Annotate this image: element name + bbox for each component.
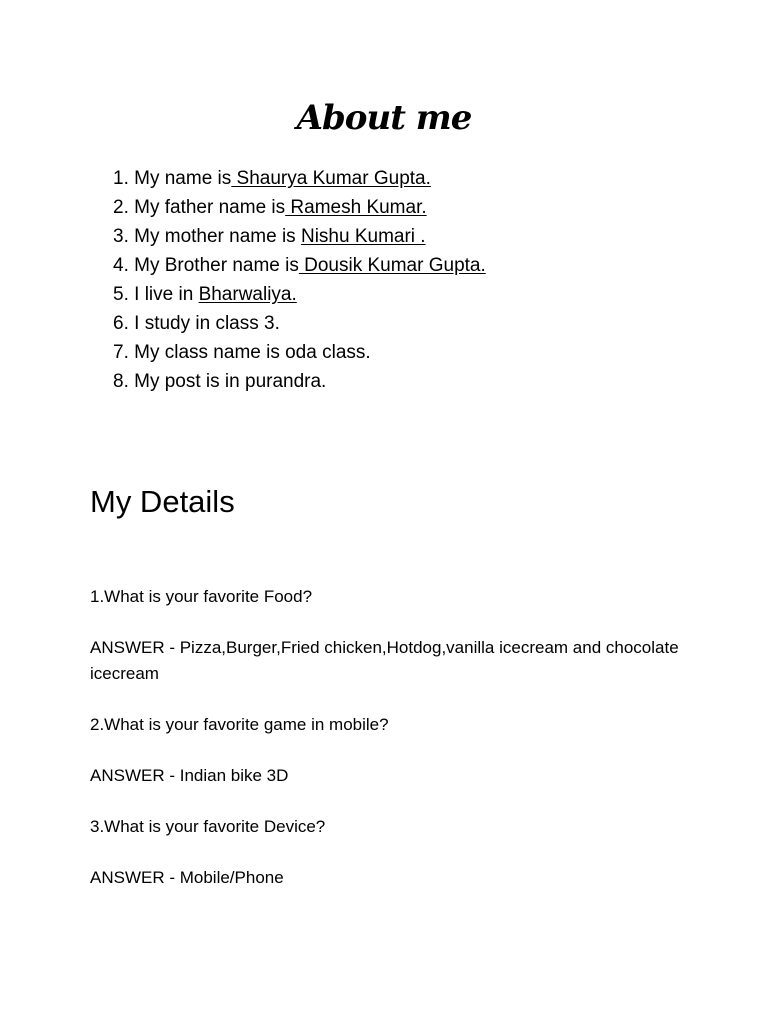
- list-text: My post is in purandra.: [128, 371, 327, 392]
- underlined-value: Ramesh Kumar.: [285, 197, 427, 218]
- underlined-value: Bharwaliya.: [198, 284, 297, 305]
- about-list: [113, 166, 486, 398]
- list-text: My father name is: [128, 197, 286, 218]
- answer-text: ANSWER - Pizza,Burger,Fried chicken,Hotdog,vanilla icecream and chocolate icecream: [90, 638, 679, 683]
- answer-text: ANSWER - Indian bike 3D: [90, 766, 289, 785]
- section-heading: My Details: [90, 484, 235, 519]
- list-number: 8.: [113, 371, 129, 392]
- underlined-value: Nishu Kumari .: [300, 226, 426, 247]
- list-text: My Brother name is: [128, 255, 299, 276]
- list-number: 5.: [113, 284, 129, 305]
- list-item: [113, 340, 486, 369]
- answer-text: ANSWER - Mobile/Phone: [90, 868, 284, 887]
- list-number: 7.: [113, 342, 129, 363]
- list-text: I live in: [128, 284, 199, 305]
- question-text: 1.What is your favorite Food?: [90, 587, 313, 606]
- underlined-value: Shaurya Kumar Gupta.: [231, 168, 431, 189]
- list-item: [113, 224, 486, 253]
- question-text: 2.What is your favorite game in mobile?: [90, 715, 389, 734]
- list-text: My class name is oda class.: [128, 342, 371, 363]
- list-number: 4.: [113, 255, 129, 276]
- list-number: 6.: [113, 313, 129, 334]
- page-title: About me: [296, 98, 472, 138]
- underlined-value: Dousik Kumar Gupta.: [298, 255, 486, 276]
- list-item: [113, 253, 486, 282]
- list-item: [113, 195, 486, 224]
- list-text: My mother name is: [128, 226, 301, 247]
- list-item: [113, 311, 486, 340]
- list-number: 1.: [113, 168, 129, 189]
- details-section: [90, 584, 710, 916]
- list-number: 2.: [113, 197, 129, 218]
- list-item: [113, 369, 486, 398]
- question-text: 3.What is your favorite Device?: [90, 817, 326, 836]
- list-item: [113, 282, 486, 311]
- list-number: 3.: [113, 226, 129, 247]
- list-item: [113, 166, 486, 195]
- list-text: I study in class 3.: [128, 313, 280, 334]
- list-text: My name is: [128, 168, 232, 189]
